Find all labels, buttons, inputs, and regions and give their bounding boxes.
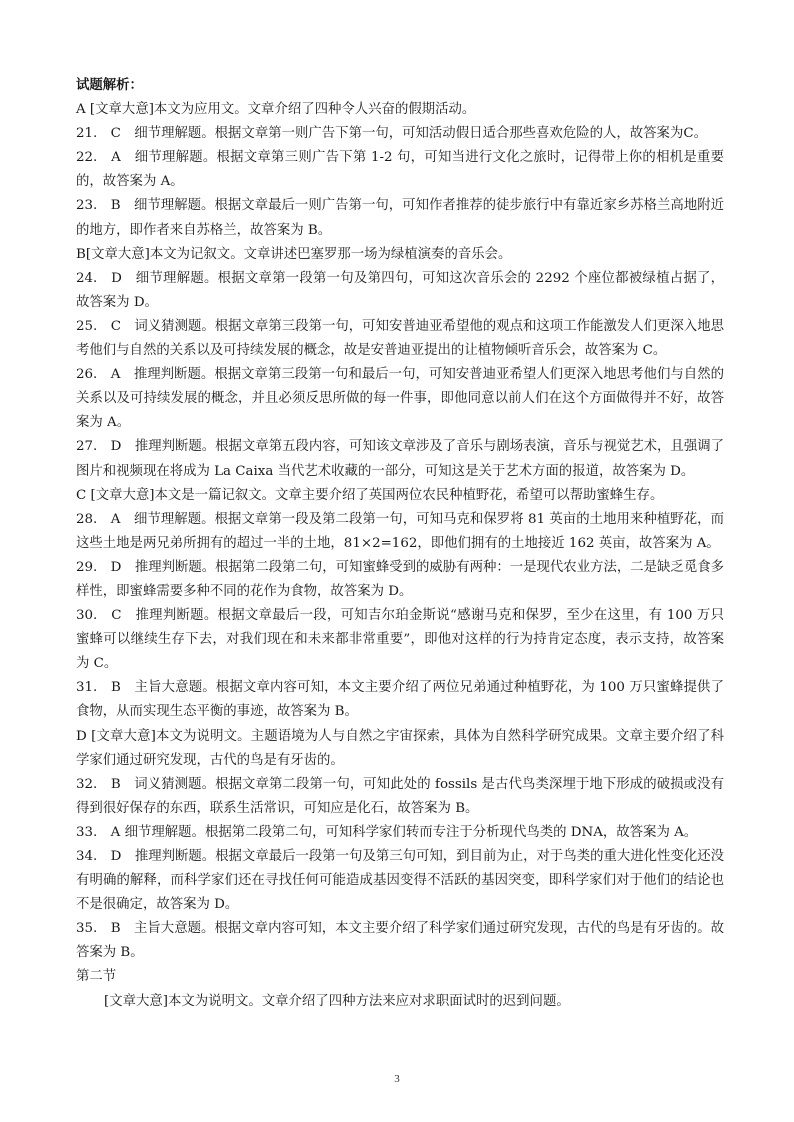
- paragraph: A [文章大意]本文为应用文。文章介绍了四种令人兴奋的假期活动。: [76, 102, 476, 118]
- paragraph: 35. B 主旨大意题。根据文章内容可知，本文主要介绍了科学家们通过研究发现，古代的鸟是有牙齿的。故答案为 B。: [76, 921, 724, 961]
- paragraph: 24. D 细节理解题。根据文章第一段第一句及第四句，可知这次音乐会的 2292 个座位都被绿植占据了，故答案为 D。: [76, 270, 724, 310]
- paragraph: B[文章大意]本文为记叙文。文章讲述巴塞罗那一场为绿植演奏的音乐会。: [76, 246, 512, 262]
- paragraph: C [文章大意]本文是一篇记叙文。文章主要介绍了英国两位农民种植野花，希望可以帮助蜜蜂生存。: [76, 487, 664, 503]
- paragraph: 22. A 细节理解题。根据文章第三则广告下第 1-2 句，可知当进行文化之旅时，记得带上你的相机是重要的，故答案为 A。: [76, 150, 724, 190]
- paragraph: 32. B 词义猜测题。根据文章第二段第一句，可知此处的 fossils 是古代鸟类深埋于地下形成的破损或没有得到很好保存的东西，联系生活常识，可知应是化石，故答案为 B。: [76, 776, 724, 816]
- section-heading: 试题解析：: [76, 78, 143, 93]
- paragraph: 25. C 词义猜测题。根据文章第三段第一句，可知安普迪亚希望他的观点和这项工作能激发人们更深入地思考他们与自然的关系以及可持续发展的概念，故是安普迪亚提出的让植物倾听音乐会，故答案为 C。: [76, 318, 724, 359]
- paragraph: 31. B 主旨大意题。根据文章内容可知，本文主要介绍了两位兄弟通过种植野花，为 100 万只蜜蜂提供了食物，从而实现生态平衡的事迹，故答案为 B。: [76, 680, 724, 720]
- paragraph: 23. B 细节理解题。根据文章最后一则广告第一句，可知作者推荐的徒步旅行中有靠近家乡苏格兰高地附近的地方，即作者来自苏格兰，故答案为 B。: [76, 198, 724, 238]
- page-number: 3: [394, 1073, 400, 1085]
- paragraph: 33. A 细节理解题。根据第二段第二句，可知科学家们转而专注于分析现代鸟类的 DNA，故答案为 A。: [76, 824, 698, 840]
- paragraph: 30. C 推理判断题。根据文章最后一段，可知吉尔珀金斯说“感谢马克和保罗，至少在这里，有 100 万只蜜蜂可以继续生存下去，对我们现在和未来都非常重要”，即他对这样的行为持肯定态度，表示支持，故答案为 C。: [76, 608, 724, 672]
- paragraph: [文章大意]本文为说明文。文章介绍了四种方法来应对求职面试时的迟到问题。: [104, 993, 570, 1009]
- paragraph: 29. D 推理判断题。根据第二段第二句，可知蜜蜂受到的威胁有两种：一是现代农业方法，二是缺乏觅食多样性，即蜜蜂需要多种不同的花作为食物，故答案为 D。: [76, 559, 724, 599]
- paragraph: 34. D 推理判断题。根据文章最后一段第一句及第三句可知，到目前为止，对于鸟类的重大进化性变化还没有明确的解释，而科学家们还在寻找任何可能造成基因变得不活跃的基因突变，即科学家们对于他们的结论也不是很确定，故答案为 D。: [76, 849, 724, 913]
- paragraph: 27. D 推理判断题。根据文章第五段内容，可知该文章涉及了音乐与剧场表演，音乐与视觉艺术，且强调了图片和视频现在将成为 La Caixa 当代艺术收藏的一部分，可知这是关于艺术方面的报道，故答案为 D。: [76, 439, 724, 479]
- paragraph: 28. A 细节理解题。根据文章第一段及第二段第一句，可知马克和保罗将 81 英亩的土地用来种植野花，而这些土地是两兄弟所拥有的超过一半的土地，81×2=162，即他们拥有的土地接近 162 英亩，故答案为 A。: [76, 511, 724, 551]
- document-body: [76, 74, 724, 1014]
- paragraph: 21. C 细节理解题。根据文章第一则广告下第一句，可知活动假日适合那些喜欢危险的人，故答案为C。: [76, 126, 707, 142]
- section-label: 第二节: [76, 969, 117, 985]
- paragraph: D [文章大意]本文为说明文。主题语境为人与自然之宇宙探索，具体为自然科学研究成果。文章主要介绍了科学家们通过研究发现，古代的鸟是有牙齿的。: [76, 728, 724, 768]
- paragraph: 26. A 推理判断题。根据文章第三段第一句和最后一句，可知安普迪亚希望人们更深入地思考他们与自然的关系以及可持续发展的概念，并且必须反思所做的每一件事，即他同意以前人们在这个方面做得并不好，故答案为 A。: [76, 367, 724, 431]
